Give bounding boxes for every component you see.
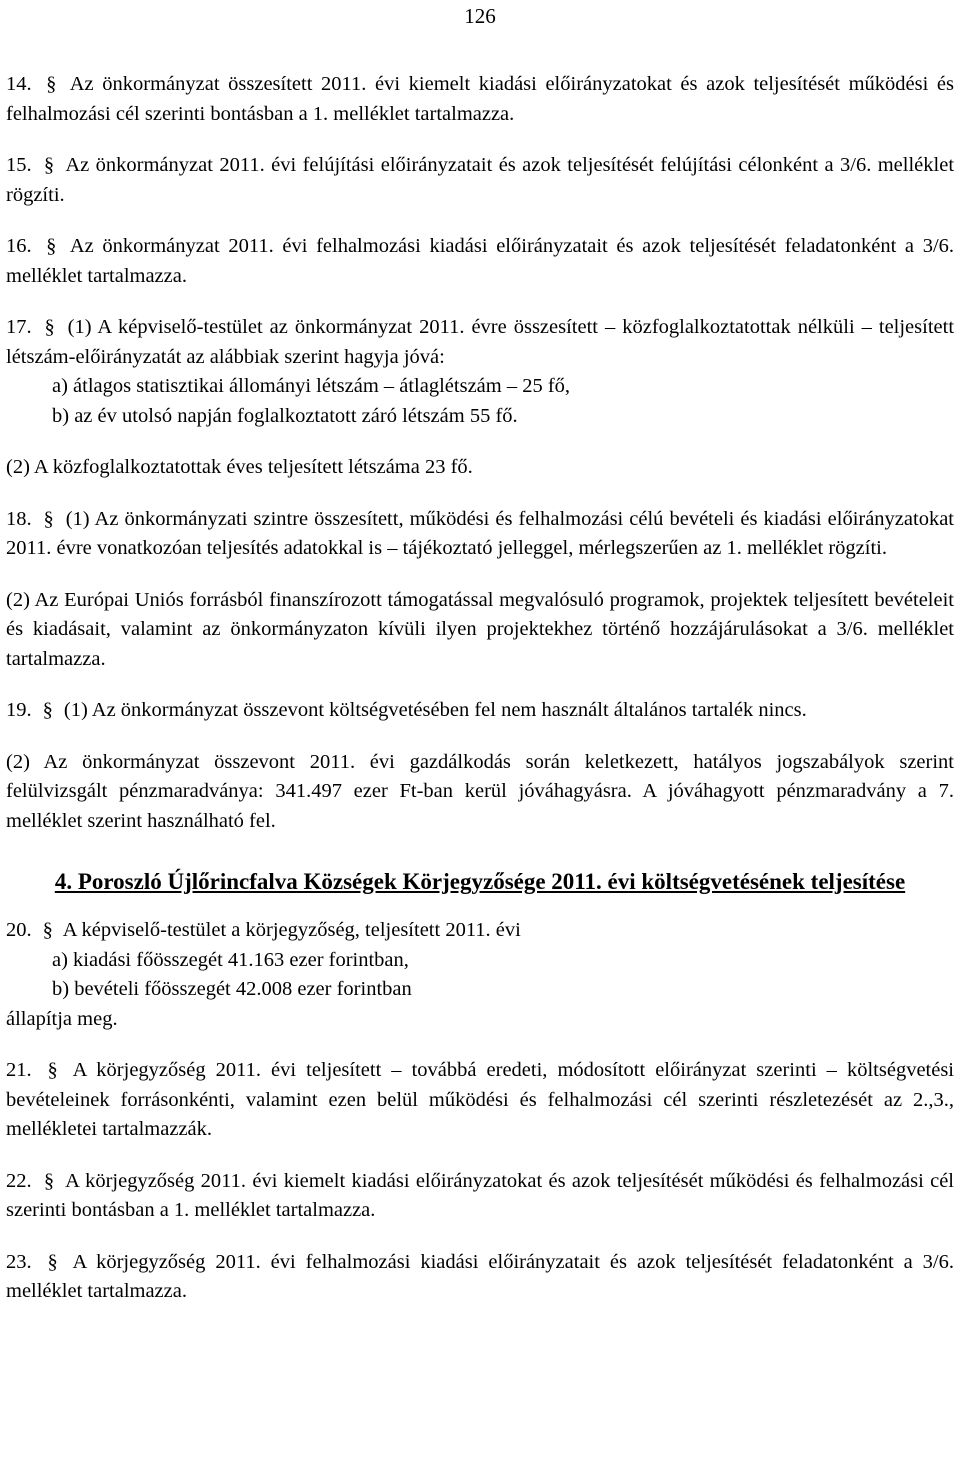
- paragraph-18-sub-2: (2) Az Európai Uniós forrásból finanszírozott támogatással megvalósuló programok, projektek teljesített bevételeit és kiadásait, valamint az önkormányzaton kívüli ilyen projektekhez történő hozzájárulásokat a 3/6. melléklet tartalmazza.: [6, 588, 954, 670]
- paragraph-number: 15.: [6, 154, 32, 176]
- paragraph-number: 17.: [6, 316, 32, 338]
- paragraph-number: 19.: [6, 699, 32, 721]
- paragraph-16: [6, 232, 954, 291]
- paragraph-text: A körjegyzőség 2011. évi felhalmozási kiadási előirányzatait és azok teljesítését feladatonként a 3/6. melléklet tartalmazza.: [6, 1250, 954, 1302]
- section-sign: §: [42, 919, 53, 941]
- paragraph-17: [6, 313, 954, 372]
- page-number: 126: [464, 4, 496, 28]
- paragraph-20-end: állapítja meg.: [6, 1007, 118, 1030]
- section-sign: §: [47, 1250, 58, 1273]
- paragraph-text: Az önkormányzat összesített 2011. évi kiemelt kiadási előirányzatokat és azok teljesítését működési és felhalmozási cél szerinti bontásban a 1. melléklet tartalmazza.: [6, 73, 955, 125]
- paragraph-19: [6, 696, 954, 726]
- paragraph-number: 14.: [6, 73, 32, 95]
- section-sign: §: [46, 73, 57, 95]
- paragraph-23: [6, 1248, 954, 1307]
- section-sign: §: [43, 1169, 55, 1192]
- paragraph-20: [6, 916, 954, 946]
- section-sign: §: [46, 235, 57, 257]
- paragraph-21: [6, 1056, 954, 1145]
- paragraph-number: 16.: [6, 235, 32, 257]
- paragraph-text: Az önkormányzat 2011. évi felhalmozási kiadási előirányzatait és azok teljesítését feladatonként a 3/6. melléklet tartalmazza.: [6, 235, 955, 287]
- paragraph-text: (1) Az önkormányzat összevont költségvetésében fel nem használt általános tartalék nincs.: [63, 699, 807, 721]
- section-sign: §: [43, 507, 54, 530]
- paragraph-text: A körjegyzőség 2011. évi teljesített – továbbá eredeti, módosított előirányzat szerinti – költségvetési bevételeinek forrásonkénti, valamint ezen belül működési és felhalmozási cél szerinti részletezését az 2.,3., mellékletei tartalmazzák.: [6, 1059, 955, 1140]
- paragraph-18: [6, 505, 954, 564]
- paragraph-text: (1) A képviselő-testület az önkormányzat 2011. évre összesített – közfoglalkoztatottak nélküli – teljesített létszám-előirányzatát az alábbiak szerint hagyja jóvá:: [6, 316, 955, 368]
- paragraph-number: 20.: [6, 919, 32, 941]
- paragraph-number: 18.: [6, 507, 32, 530]
- paragraph-17-sub-2: (2) A közfoglalkoztatottak éves teljesített létszáma 23 fő.: [6, 456, 473, 478]
- section-sign: §: [47, 1059, 58, 1081]
- section-sign: §: [44, 316, 55, 338]
- paragraph-17-item-b: b) az év utolsó napján foglalkoztatott záró létszám 55 fő.: [52, 404, 518, 427]
- chapter-heading: 4. Poroszló Újlőrincfalva Községek Körjegyzősége 2011. évi költségvetésének teljesítése: [54, 869, 906, 894]
- section-sign: §: [43, 154, 55, 176]
- section-sign: §: [42, 699, 53, 721]
- paragraph-text: A képviselő-testület a körjegyzőség, teljesített 2011. évi: [62, 919, 521, 941]
- paragraph-number: 23.: [6, 1250, 32, 1273]
- paragraph-20-item-a: a) kiadási főösszegét 41.163 ezer forintban,: [52, 948, 409, 971]
- paragraph-19-sub-2: (2) Az önkormányzat összevont 2011. évi gazdálkodás során keletkezett, hatályos jogszabályok szerint felülvizsgált pénzmaradványa: 341.497 ezer Ft-ban kerül jóváhagyásra. A jóváhagyott pénzmaradvány a 7. melléklet szerint használható fel.: [6, 750, 954, 832]
- paragraph-number: 22.: [6, 1169, 32, 1192]
- paragraph-text: A körjegyzőség 2011. évi kiemelt kiadási előirányzatokat és azok teljesítését működési és felhalmozási cél szerinti bontásban a 1. melléklet tartalmazza.: [6, 1169, 955, 1221]
- document-body: [6, 70, 954, 1307]
- paragraph-text: (1) Az önkormányzati szintre összesített, működési és felhalmozási célú bevételi és kiadási előirányzatokat 2011. évre vonatkozóan teljesítés adatokkal is – tájékoztató jelleggel, mérlegszerűen az 1. melléklet rögzíti.: [6, 507, 954, 559]
- paragraph-number: 21.: [6, 1059, 32, 1081]
- paragraph-22: [6, 1167, 954, 1226]
- paragraph-14: [6, 70, 954, 129]
- paragraph-17-item-a: a) átlagos statisztikai állományi létszám – átlaglétszám – 25 fő,: [52, 375, 571, 397]
- paragraph-15: [6, 151, 954, 210]
- paragraph-text: Az önkormányzat 2011. évi felújítási előirányzatait és azok teljesítését felújítási célonként a 3/6. melléklet rögzíti.: [6, 154, 955, 206]
- paragraph-20-item-b: b) bevételi főösszegét 42.008 ezer forintban: [52, 978, 412, 1000]
